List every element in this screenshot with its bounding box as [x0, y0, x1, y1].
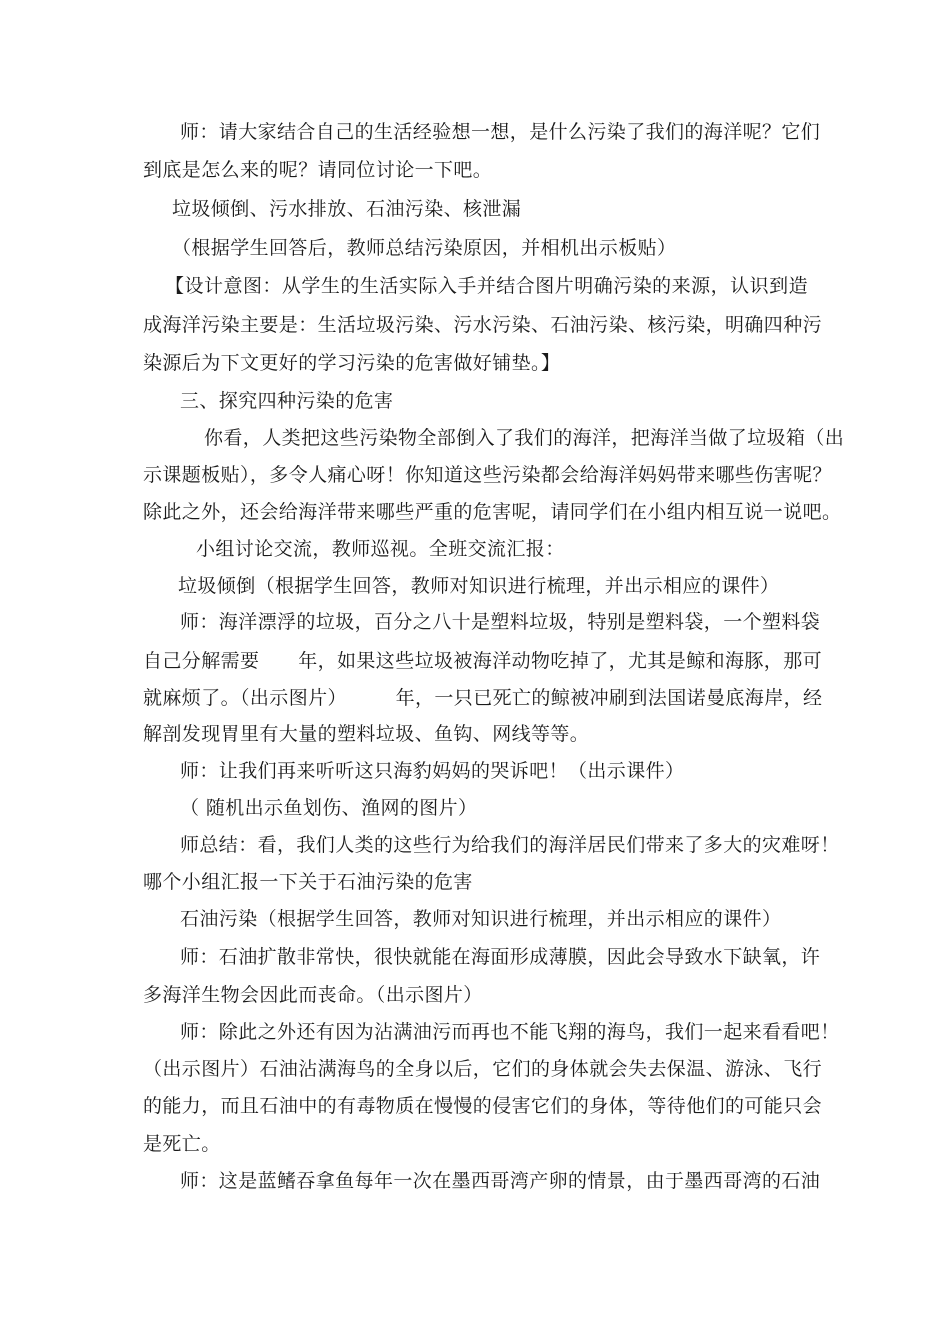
paragraph-line: 师：石油扩散非常快，很快就能在海面形成薄膜，因此会导致水下缺氧，许 [180, 946, 821, 968]
paragraph-line: 师总结：看，我们人类的这些行为给我们的海洋居民们带来了多大的灾难呀！ [180, 834, 840, 856]
paragraph-line: 除此之外，还会给海洋带来哪些严重的危害呢，请同学们在小组内相互说一说吧。 [143, 501, 842, 523]
paragraph-line: 师：让我们再来听听这只海豹妈妈的哭诉吧！（出示课件） [180, 760, 685, 782]
paragraph-line: 解剖发现胃里有大量的塑料垃圾、鱼钩、网线等等。 [143, 723, 590, 745]
paragraph-line: 师：海洋漂浮的垃圾，百分之八十是塑料垃圾，特别是塑料袋，一个塑料袋 [180, 611, 821, 633]
paragraph-line: 石油污染（根据学生回答，教师对知识进行梳理，并出示相应的课件） [180, 908, 782, 930]
section-heading: 三、探究四种污染的危害 [180, 390, 394, 412]
paragraph-line: 是死亡。 [143, 1133, 221, 1155]
paragraph-line: 的能力，而且石油中的有毒物质在慢慢的侵害它们的身体，等待他们的可能只会 [143, 1095, 823, 1117]
paragraph-line: 多海洋生物会因此而丧命。（出示图片） [143, 984, 483, 1006]
paragraph-line: （ 随机出示鱼划伤、渔网的图片） [180, 797, 478, 819]
paragraph-line: 哪个小组汇报一下关于石油污染的危害 [143, 871, 473, 893]
paragraph-line: 染源后为下文更好的学习污染的危害做好铺垫。】 [143, 352, 561, 374]
paragraph-line: 到底是怎么来的呢？请同位讨论一下吧。 [143, 159, 493, 181]
paragraph-line: 你看，人类把这些污染物全部倒入了我们的海洋，把海洋当做了垃圾箱（出 [204, 427, 845, 449]
paragraph-line: 垃圾倾倒（根据学生回答，教师对知识进行梳理，并出示相应的课件） [178, 575, 780, 597]
paragraph-line: 成海洋污染主要是：生活垃圾污染、污水污染、石油污染、核污染，明确四种污 [143, 314, 823, 336]
paragraph-line: 师：除此之外还有因为沾满油污而再也不能飞翔的海鸟，我们一起来看看吧！ [180, 1021, 840, 1043]
paragraph-line: 师：请大家结合自己的生活经验想一想，是什么污染了我们的海洋呢？它们 [180, 121, 821, 143]
paragraph-line: 师：这是蓝鳍吞拿鱼每年一次在墨西哥湾产卵的情景，由于墨西哥湾的石油 [180, 1170, 821, 1192]
paragraph-line: 【设计意图：从学生的生活实际入手并结合图片明确污染的来源，认识到造 [165, 275, 808, 297]
paragraph-line: （根据学生回答后，教师总结污染原因，并相机出示板贴） [172, 237, 677, 259]
paragraph-line: 小组讨论交流，教师巡视。全班交流汇报： [196, 538, 565, 560]
paragraph-line: 就麻烦了。（出示图片） 年，一只已死亡的鲸被冲刷到法国诺曼底海岸，经 [143, 687, 823, 709]
paragraph-line: 垃圾倾倒、污水排放、石油污染、核泄漏 [172, 198, 522, 220]
paragraph-line: （出示图片）石油沾满海鸟的全身以后，它们的身体就会失去保温、游泳、飞行 [143, 1058, 823, 1080]
paragraph-line: 自己分解需要 年，如果这些垃圾被海洋动物吃掉了，尤其是鲸和海豚，那可 [143, 650, 823, 672]
paragraph-line: 示课题板贴），多令人痛心呀！你知道这些污染都会给海洋妈妈带来哪些伤害呢？ [143, 464, 832, 486]
